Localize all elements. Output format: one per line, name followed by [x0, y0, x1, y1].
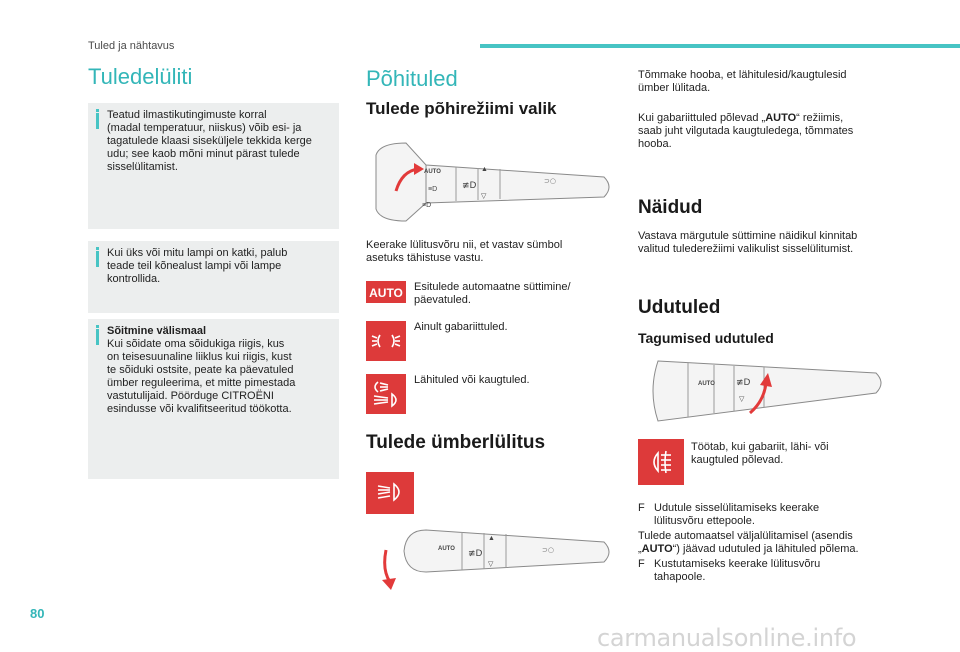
info-icon — [96, 325, 99, 328]
auto-off-a: Tulede automaatsel väljalülitamisel (asendis „ — [638, 530, 853, 555]
left-title: Tuledelüliti — [88, 64, 193, 89]
light-stalk-pull-illustration — [366, 520, 616, 600]
instruction-text: Keerake lülitusvõru nii, et vastav sümbol asetuks tähistuse vastu. — [366, 239, 563, 264]
mode-auto-text: Esitulede automaatne süttimine/ päevatuled. — [414, 281, 571, 306]
svg-text:⊃○: ⊃○ — [542, 546, 554, 554]
flash-text-auto: AUTO — [765, 112, 797, 124]
rear-fog-light-icon — [638, 439, 684, 485]
svg-text:▲: ▲ — [488, 535, 495, 542]
bullet-off-text: Kustutamiseks keerake lülitusvõru tahapoole. — [654, 558, 821, 583]
fog-stalk-illustration — [638, 355, 888, 427]
svg-text:≢D: ≢D — [462, 181, 477, 191]
info-icon — [96, 247, 99, 250]
rear-fog-title: Tagumised udutuled — [638, 330, 774, 346]
note-text: Kui sõidate oma sõidukiga riigis, kus on teisesuunaline liiklus kui riigis, kust te sõiduki ostsite, peate ka päevatuled ümber reguleerima, et mitte pimestada vastutulijaid. Pöörduge CITROËNI esindusse või kvalifitseeritud töökotta. — [107, 338, 296, 415]
indicators-text: Vastava märgutule süttimine näidikul kinnitab valitud tulederežiimi valikulist sisselülitumist. — [638, 230, 858, 255]
svg-text:≡D: ≡D — [428, 186, 438, 193]
low-high-beam-icon — [366, 374, 406, 414]
info-note-bulb — [88, 241, 339, 313]
auto-off-text — [638, 530, 859, 556]
note-title: Sõitmine välismaal — [107, 325, 207, 337]
bullet-off-mark: F — [638, 558, 645, 570]
mode-beam-text: Lähituled või kaugtuled. — [414, 374, 530, 386]
info-icon-bar — [96, 251, 99, 267]
info-note-fog — [88, 103, 339, 229]
middle-title: Põhituled — [366, 66, 458, 91]
subtitle-mode-selection: Tulede põhirežiimi valik — [366, 99, 557, 118]
high-beam-icon — [366, 472, 414, 514]
svg-text:≡D: ≡D — [422, 202, 432, 209]
parking-lights-icon — [366, 321, 406, 361]
svg-text:⊃○: ⊃○ — [544, 177, 556, 185]
auto-icon — [366, 281, 406, 303]
note-text: Teatud ilmastikutingimuste korral (madal temperatuur, niiskus) võib esi- ja tagatulede klaasi siseküljele tekkida kerge udu; see kaob mõni minut pärast tulede sisselülitamist. — [107, 109, 312, 173]
info-note-abroad — [88, 319, 339, 479]
svg-text:≢D: ≢D — [468, 549, 483, 559]
svg-text:▽: ▽ — [739, 396, 745, 403]
indicators-title: Näidud — [638, 197, 703, 218]
svg-text:AUTO: AUTO — [424, 169, 441, 175]
info-icon — [96, 109, 99, 112]
mode-parking-text: Ainult gabariittuled. — [414, 321, 508, 333]
rear-fog-text: Töötab, kui gabariit, lähi- või kaugtuled põlevad. — [691, 441, 829, 466]
header-accent-bar — [480, 44, 960, 48]
svg-text:AUTO: AUTO — [698, 381, 715, 387]
auto-icon-label: AUTO — [369, 286, 403, 300]
note-text: Kui üks või mitu lampi on katki, palub teade teil kõnealust lampi või lampe kontrollida. — [107, 247, 288, 285]
bullet-on-mark: F — [638, 502, 645, 514]
section-header: Tuled ja nähtavus — [88, 40, 175, 52]
svg-text:≢D: ≢D — [736, 378, 751, 388]
fog-title: Udutuled — [638, 297, 721, 318]
info-icon-bar — [96, 329, 99, 345]
flash-text — [638, 112, 853, 151]
bullet-on-text: Udutule sisselülitamiseks keerake lülitusvõru ettepoole. — [654, 502, 820, 527]
info-icon-bar — [96, 113, 99, 129]
pull-stalk-text: Tõmmake hooba, et lähitulesid/kaugtulesid ümber lülitada. — [638, 69, 847, 94]
flash-text-a: Kui gabariittuled põlevad „ — [638, 112, 766, 124]
stalk-auto-label: AUTO — [438, 546, 455, 552]
watermark: carmanualsonline.info — [597, 624, 857, 652]
light-stalk-illustration — [366, 135, 616, 225]
switch-title: Tulede ümberlülitus — [366, 432, 546, 453]
svg-text:▲: ▲ — [481, 166, 488, 173]
flash-text-b: “ režiimis, saab juht vilgutada kaugtuledega, tõmmates hooba. — [638, 112, 854, 150]
svg-text:▽: ▽ — [481, 193, 487, 200]
auto-off-b: “) jäävad udutuled ja lähituled põlema. — [672, 543, 859, 555]
page-number: 80 — [30, 606, 45, 621]
auto-off-auto: AUTO — [641, 543, 673, 555]
svg-text:▽: ▽ — [488, 561, 494, 568]
